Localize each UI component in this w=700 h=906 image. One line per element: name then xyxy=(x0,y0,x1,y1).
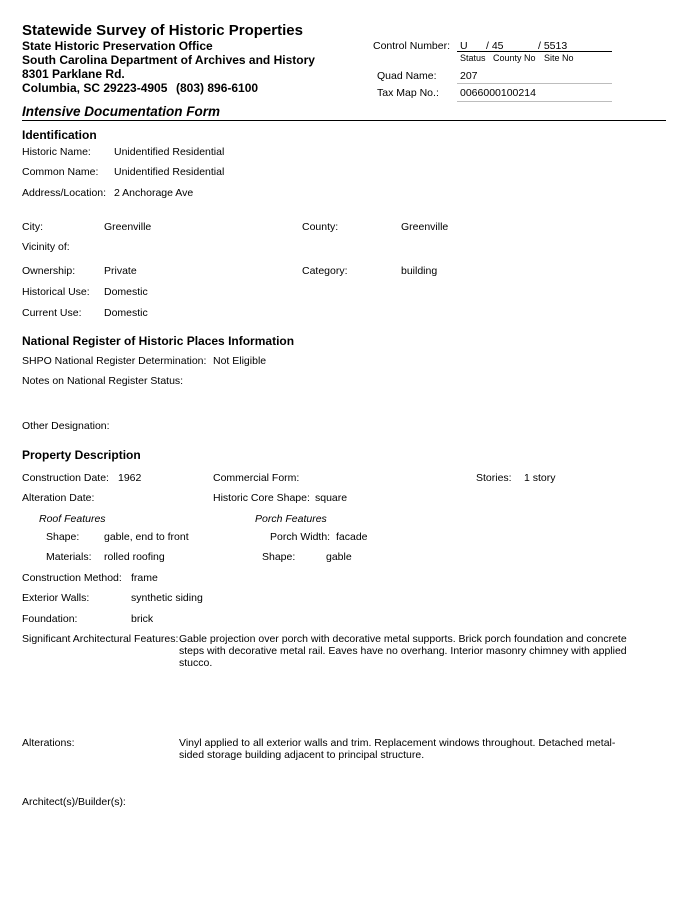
porch-features-heading: Porch Features xyxy=(255,513,327,525)
core-shape-value: square xyxy=(315,492,348,504)
identification-heading: Identification xyxy=(22,128,97,142)
historical-use-label: Historical Use: xyxy=(22,286,90,298)
architectural-features-value: Gable projection over porch with decorative metal supports. Brick porch foundation and concrete steps with decorative metal rail. Eaves have no overhang. Interior masonry chimney with applied stucco. xyxy=(179,633,627,669)
category-label: Category: xyxy=(302,265,348,277)
address-value: 2 Anchorage Ave xyxy=(114,187,194,199)
roof-materials-value: rolled roofing xyxy=(104,551,165,563)
construction-method-value: frame xyxy=(131,572,158,584)
construction-date-label: Construction Date: xyxy=(22,472,109,484)
current-use-label: Current Use: xyxy=(22,307,82,319)
commercial-form-label: Commercial Form: xyxy=(213,472,300,484)
control-number-label: Control Number: xyxy=(373,40,451,52)
foundation-label: Foundation: xyxy=(22,613,78,625)
form-title: Intensive Documentation Form xyxy=(22,104,221,119)
roof-shape-label: Shape: xyxy=(46,531,80,543)
stories-value: 1 story xyxy=(524,472,556,484)
alterations-value: Vinyl applied to all exterior walls and trim. Replacement windows throughout. Detached metal-sided storage building adjacent to principal structure. xyxy=(179,737,616,761)
current-use-value: Domestic xyxy=(104,307,148,319)
nr-notes-label: Notes on National Register Status: xyxy=(22,375,184,387)
porch-width-label: Porch Width: xyxy=(270,531,331,543)
exterior-walls-value: synthetic siding xyxy=(131,592,203,604)
porch-shape-label: Shape: xyxy=(262,551,296,563)
nr-determination-label: SHPO National Register Determination: xyxy=(22,355,207,367)
alteration-date-label: Alteration Date: xyxy=(22,492,95,504)
roof-features-heading: Roof Features xyxy=(39,513,106,525)
historic-name-label: Historic Name: xyxy=(22,146,91,158)
city-label: City: xyxy=(22,221,43,233)
porch-shape-value: gable xyxy=(326,551,352,563)
office-city-zip: Columbia, SC 29223-4905 xyxy=(22,81,168,95)
address-label: Address/Location: xyxy=(22,187,107,199)
vicinity-label: Vicinity of: xyxy=(22,241,70,253)
common-name-value: Unidentified Residential xyxy=(114,166,225,178)
office-name: State Historic Preservation Office xyxy=(22,39,213,53)
site-no-caption: Site No xyxy=(544,53,574,63)
architectural-features-label: Significant Architectural Features: xyxy=(22,633,179,645)
ownership-value: Private xyxy=(104,265,137,277)
roof-materials-label: Materials: xyxy=(46,551,92,563)
control-status-value: U xyxy=(460,40,468,52)
quad-name-label: Quad Name: xyxy=(377,70,437,82)
office-phone: (803) 896-6100 xyxy=(176,81,259,95)
architect-builder-label: Architect(s)/Builder(s): xyxy=(22,796,126,808)
common-name-label: Common Name: xyxy=(22,166,99,178)
roof-shape-value: gable, end to front xyxy=(104,531,189,543)
foundation-value: brick xyxy=(131,613,154,625)
quad-name-rule xyxy=(457,83,612,84)
control-site-value: / 5513 xyxy=(538,40,568,52)
core-shape-label: Historic Core Shape: xyxy=(213,492,310,504)
alterations-label: Alterations: xyxy=(22,737,75,749)
construction-date-value: 1962 xyxy=(118,472,142,484)
national-register-heading: National Register of Historic Places Information xyxy=(22,334,295,348)
county-label: County: xyxy=(302,221,339,233)
porch-width-value: facade xyxy=(336,531,368,543)
status-caption: Status xyxy=(460,53,486,63)
page-title: Statewide Survey of Historic Properties xyxy=(22,22,303,39)
tax-map-value: 0066000100214 xyxy=(460,87,536,99)
control-county-value: / 45 xyxy=(486,40,504,52)
stories-label: Stories: xyxy=(476,472,512,484)
exterior-walls-label: Exterior Walls: xyxy=(22,592,90,604)
category-value: building xyxy=(401,265,438,277)
historical-use-value: Domestic xyxy=(104,286,148,298)
historic-name-value: Unidentified Residential xyxy=(114,146,225,158)
county-no-caption: County No xyxy=(493,53,536,63)
control-number-rule xyxy=(457,51,612,52)
office-street: 8301 Parklane Rd. xyxy=(22,67,125,81)
other-designation-label: Other Designation: xyxy=(22,420,110,432)
department-name: South Carolina Department of Archives and History xyxy=(22,53,315,67)
quad-name-value: 207 xyxy=(460,70,478,82)
form-title-rule xyxy=(22,120,666,121)
property-description-heading: Property Description xyxy=(22,448,141,462)
nr-determination-value: Not Eligible xyxy=(213,355,267,367)
tax-map-rule xyxy=(457,101,612,102)
construction-method-label: Construction Method: xyxy=(22,572,122,584)
county-value: Greenville xyxy=(401,221,449,233)
tax-map-label: Tax Map No.: xyxy=(377,87,439,99)
ownership-label: Ownership: xyxy=(22,265,76,277)
city-value: Greenville xyxy=(104,221,152,233)
